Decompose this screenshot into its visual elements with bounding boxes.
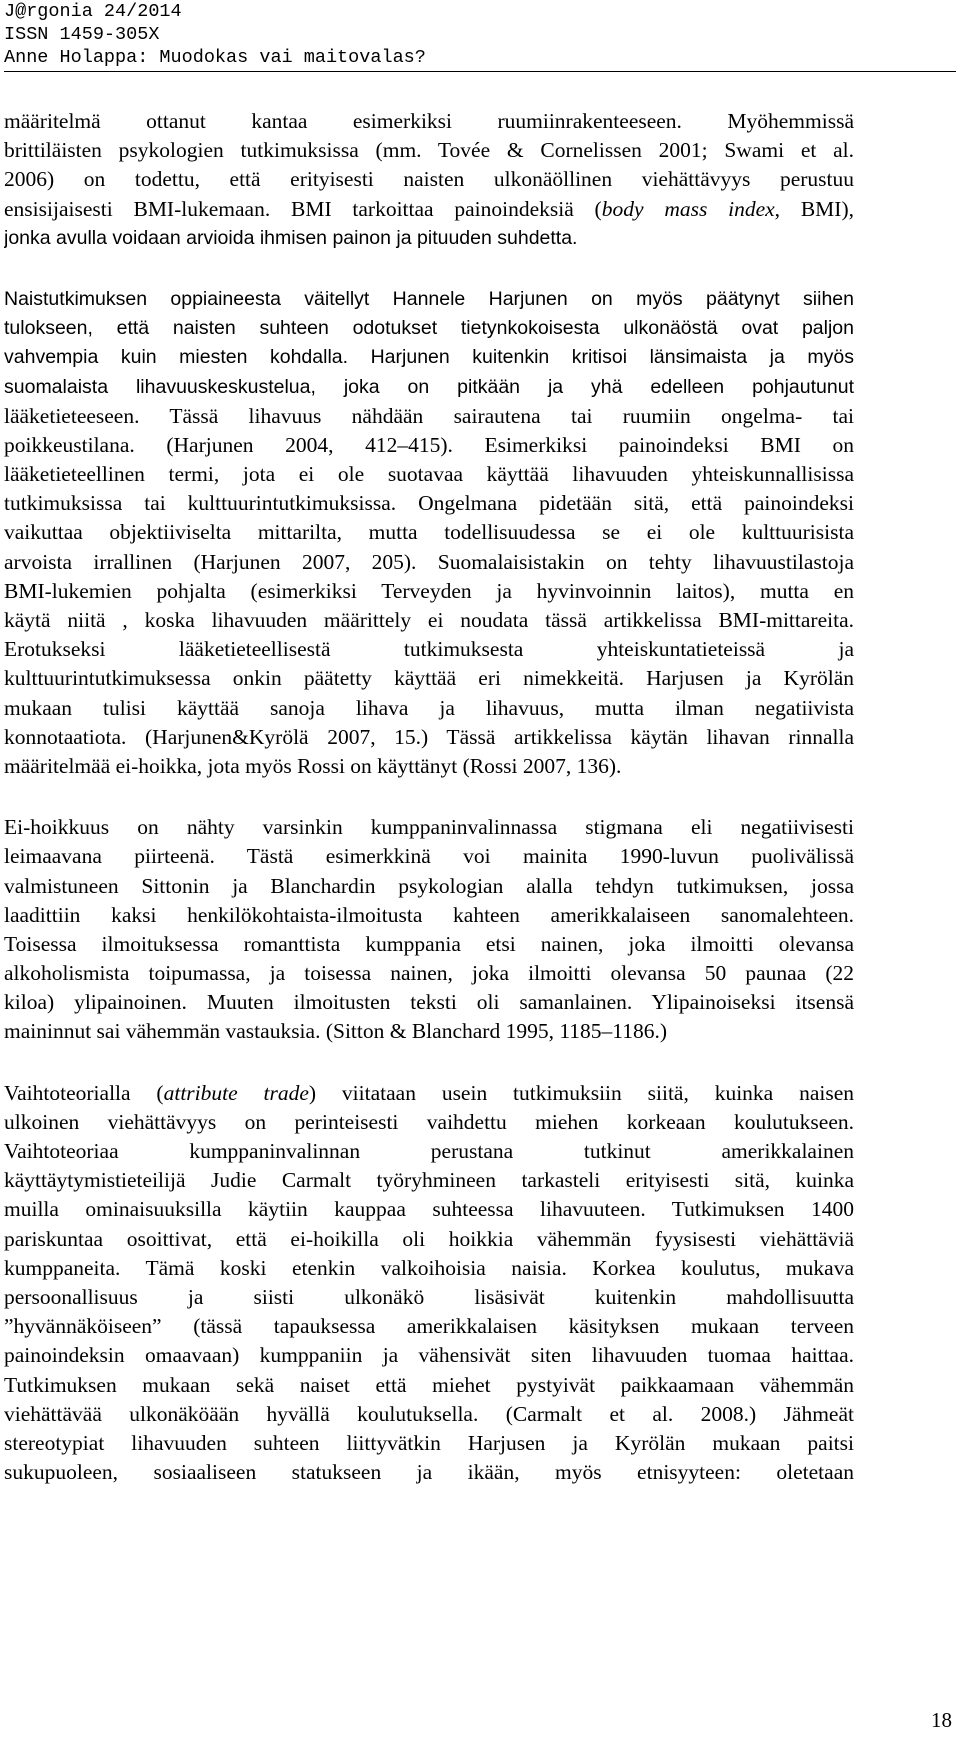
text-line: leimaavana piirteenä. Tästä esimerkkinä voi mainita 1990-luvun puolivälissä	[4, 844, 854, 869]
text-line: maininnut sai vähemmän vastauksia. (Sitton & Blanchard 1995, 1185–1186.)	[4, 1019, 668, 1044]
text-line: poikkeustilana. (Harjunen 2004, 412–415). Esimerkiksi painoindeksi BMI on	[4, 432, 854, 457]
paragraph	[4, 813, 854, 1047]
text-line: arvoista irrallinen (Harjunen 2007, 205). Suomalaisistakin on tehty lihavuustilastoja	[4, 549, 854, 574]
text-line: laadittiin kaksi henkilökohtaista-ilmoitusta kahteen amerikkalaiseen sanomalehteen.	[4, 902, 854, 927]
text-line: sukupuoleen, sosiaaliseen statukseen ja ikään, myös etnisyyteen: oletetaan	[4, 1460, 854, 1485]
paragraph	[4, 1079, 854, 1488]
page-header	[4, 0, 956, 72]
text-line: Ei-hoikkuus on nähty varsinkin kumppaninvalinnassa stigmana eli negatiivisesti	[4, 815, 854, 840]
text-line: konnotaatiota. (Harjunen&Kyrölä 2007, 15.) Tässä artikkelissa käytän lihavan rinnalla	[4, 724, 854, 749]
text-line: pariskuntaa osoittivat, että ei-hoikilla oli hoikkia vähemmän fyysisesti viehättäviä	[4, 1226, 854, 1251]
text-line: vahvempia kuin miesten kohdalla. Harjunen kuitenkin kritisoi länsimaista ja myös	[4, 346, 854, 369]
text-line: tutkimuksissa tai kulttuurintutkimuksissa. Ongelmana pidetään sitä, että painoindeksi	[4, 491, 854, 516]
body-text	[4, 107, 854, 1519]
text-line: ulkoinen viehättävyys on perinteisesti vaihdettu miehen korkeaan koulutukseen.	[4, 1109, 854, 1134]
text-line: kumppaneita. Tämä koski etenkin valkoihoisia naisia. Korkea koulutus, mukava	[4, 1255, 854, 1280]
text-line: jonka avulla voidaan arvioida ihmisen painon ja pituuden suhdetta.	[4, 226, 578, 249]
text-line: Vaihtoteorialla (attribute trade) viitataan usein tutkimuksiin siitä, kuinka naisen	[4, 1080, 854, 1105]
text-line: määritelmä ottanut kantaa esimerkiksi ruumiinrakenteeseen. Myöhemmissä	[4, 109, 854, 133]
text-line: käytä niitä , koska lihavuuden määrittely ei noudata tässä artikkelissa BMI-mittareita.	[4, 608, 854, 632]
text-line: muilla ominaisuuksilla käytiin kauppaa suhteessa lihavuuteen. Tutkimuksen 1400	[4, 1197, 854, 1222]
text-line: BMI-lukemien pohjalta (esimerkiksi Terveyden ja hyvinvoinnin laitos), mutta en	[4, 578, 854, 603]
text-line: alkoholismista toipumassa, ja toisessa nainen, joka ilmoitti olevansa 50 paunaa (22	[4, 961, 854, 986]
text-line: persoonallisuus ja siisti ulkonäkö lisäsivät kuitenkin mahdollisuutta	[4, 1284, 854, 1309]
page-number: 18	[931, 1708, 952, 1732]
text-line: valmistuneen Sittonin ja Blanchardin psykologian alalla tehdyn tutkimuksen, jossa	[4, 873, 854, 898]
text-line: suomalaista lihavuuskeskustelua, joka on pitkään ja yhä edelleen pohjautunut	[4, 375, 854, 398]
text-line: Vaihtoteoriaa kumppaninvalinnan perustana tutkinut amerikkalainen	[4, 1139, 854, 1163]
text-line: vaikuttaa objektiiviselta mittarilta, mutta todellisuudessa se ei ole kulttuurisista	[4, 520, 854, 545]
text-line: kulttuurintutkimuksessa onkin päätetty käyttää eri nimekkeitä. Harjusen ja Kyrölän	[4, 666, 854, 691]
text-line: stereotypiat lihavuuden suhteen liittyvätkin Harjusen ja Kyrölän mukaan paitsi	[4, 1430, 854, 1455]
text-line: määritelmää ei-hoikka, jota myös Rossi on käyttänyt (Rossi 2007, 136).	[4, 753, 622, 778]
text-line: brittiläisten psykologien tutkimuksissa (mm. Tovée & Cornelissen 2001; Swami et al.	[4, 138, 854, 163]
paragraph	[4, 107, 854, 253]
text-line: Erotukseksi lääketieteellisestä tutkimuksesta yhteiskuntatieteissä ja	[4, 637, 854, 662]
issn-line: ISSN 1459-305X	[4, 24, 160, 45]
paragraph	[4, 285, 854, 781]
italic-term: body mass index	[601, 196, 775, 221]
text-line: mukaan tulisi käyttää sanoja lihava ja lihavuus, mutta ilman negatiivista	[4, 695, 854, 720]
text-line: painoindeksin omaavaan) kumppaniin ja vähensivät siten lihavuuden tuomaa haittaa.	[4, 1343, 854, 1368]
article-title: Anne Holappa: Muodokas vai maitovalas?	[4, 47, 426, 68]
text-line: ”hyvännäköiseen” (tässä tapauksessa amerikkalaisen käsityksen mukaan terveen	[4, 1314, 854, 1339]
text-line: 2006) on todettu, että erityisesti naisten ulkonäöllinen viehättävyys perustuu	[4, 167, 854, 192]
text-line: viehättävää ulkonäköään hyvällä koulutuksella. (Carmalt et al. 2008.) Jähmeät	[4, 1401, 854, 1426]
text-line: Toisessa ilmoituksessa romanttista kumppania etsi nainen, joka ilmoitti olevansa	[4, 931, 854, 956]
text-line: lääketieteeseen. Tässä lihavuus nähdään sairautena tai ruumiin ongelma- tai	[4, 403, 854, 428]
text-line: lääketieteellinen termi, jota ei ole suotavaa käyttää lihavuuden yhteiskunnallisissa	[4, 462, 854, 487]
journal-title: J@rgonia 24/2014	[4, 1, 182, 22]
text-line: Tutkimuksen mukaan sekä naiset että miehet pystyivät paikkaamaan vähemmän	[4, 1372, 854, 1397]
text-line: käyttäytymistieteilijä Judie Carmalt työryhmineen tarkasteli erityisesti sitä, kuinka	[4, 1168, 854, 1193]
italic-term: attribute trade	[163, 1080, 309, 1105]
text-line: tulokseen, että naisten suhteen odotukset tietynkokoisesta ulkonäöstä ovat paljon	[4, 317, 854, 340]
text-line: Naistutkimuksen oppiaineesta väitellyt Hannele Harjunen on myös päätynyt siihen	[4, 287, 854, 310]
text-line: ensisijaisesti BMI-lukemaan. BMI tarkoittaa painoindeksiä (body mass index, BMI),	[4, 196, 854, 221]
text-line: kiloa) ylipainoinen. Muuten ilmoitusten teksti oli samanlainen. Ylipainoiseksi itsensä	[4, 990, 854, 1015]
